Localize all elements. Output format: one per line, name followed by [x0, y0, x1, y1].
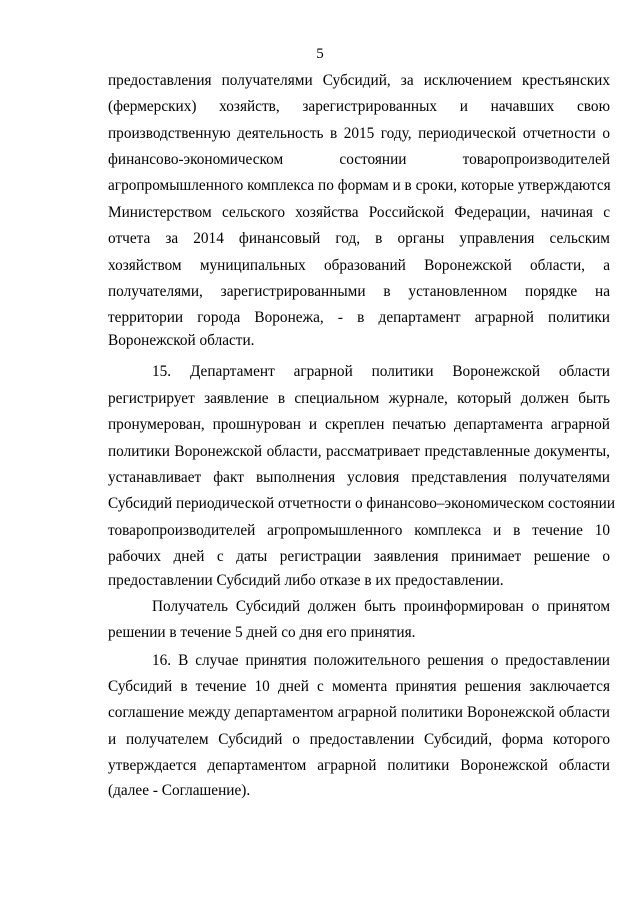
text-line: Субсидий периодической отчетности о финансово–экономическом состоянии	[108, 495, 616, 512]
paragraph-end-line: Воронежской области.	[108, 332, 255, 349]
paragraph-16-first-line: 16. В случае принятия положительного решения о предоставлении	[152, 652, 610, 669]
text-line: утверждается департаментом аграрной политики Воронежской области	[108, 757, 610, 774]
text-line: территории города Воронежа, - в департамент аграрной политики	[108, 309, 610, 326]
text-line: пронумерован, прошнурован и скреплен печатью департамента аграрной	[108, 416, 610, 433]
text-line: получателями, зарегистрированными в установленном порядке на	[108, 283, 610, 300]
text-line: политики Воронежской области, рассматривает представленные документы,	[108, 443, 610, 460]
paragraph-end-line: (далее - Соглашение).	[108, 782, 251, 799]
text-line: и получателем Субсидий о предоставлении Субсидий, форма которого	[108, 731, 610, 748]
paragraph-end-line: предоставлении Субсидий либо отказе в их предоставлении.	[108, 572, 504, 589]
text-line: (фермерских) хозяйств, зарегистрированных и начавших свою	[108, 98, 610, 115]
text-line: агропромышленного комплекса по формам и в сроки, которые утверждаются	[108, 177, 611, 194]
text-line: производственную деятельность в 2015 году, периодической отчетности о	[108, 125, 610, 142]
text-line: товаропроизводителей агропромышленного комплекса и в течение 10	[108, 522, 610, 539]
paragraph-end-line: решении в течение 5 дней со дня его принятия.	[108, 624, 416, 641]
paragraph-15-first-line: 15. Департамент аграрной политики Воронежской области	[152, 363, 610, 380]
paragraph-recipient-first-line: Получатель Субсидий должен быть проинформирован о принятом	[152, 598, 610, 615]
text-line: Министерством сельского хозяйства Российской Федерации, начиная с	[108, 204, 610, 221]
text-line: хозяйством муниципальных образований Воронежской области, а	[108, 257, 610, 274]
text-line: Субсидий в течение 10 дней с момента принятия решения заключается	[108, 678, 610, 695]
text-line: предоставления получателями Субсидий, за исключением крестьянских	[108, 72, 610, 89]
page-number: 5	[316, 46, 324, 62]
text-line: регистрирует заявление в специальном журнале, который должен быть	[108, 390, 610, 407]
text-line: устанавливает факт выполнения условия представления получателями	[108, 469, 610, 486]
text-line: финансово-экономическом состоянии товаропроизводителей	[108, 151, 610, 168]
text-line: соглашение между департаментом аграрной политики Воронежской области	[108, 704, 610, 721]
text-line: отчета за 2014 финансовый год, в органы управления сельским	[108, 230, 610, 247]
text-line: рабочих дней с даты регистрации заявления принимает решение о	[108, 548, 610, 565]
